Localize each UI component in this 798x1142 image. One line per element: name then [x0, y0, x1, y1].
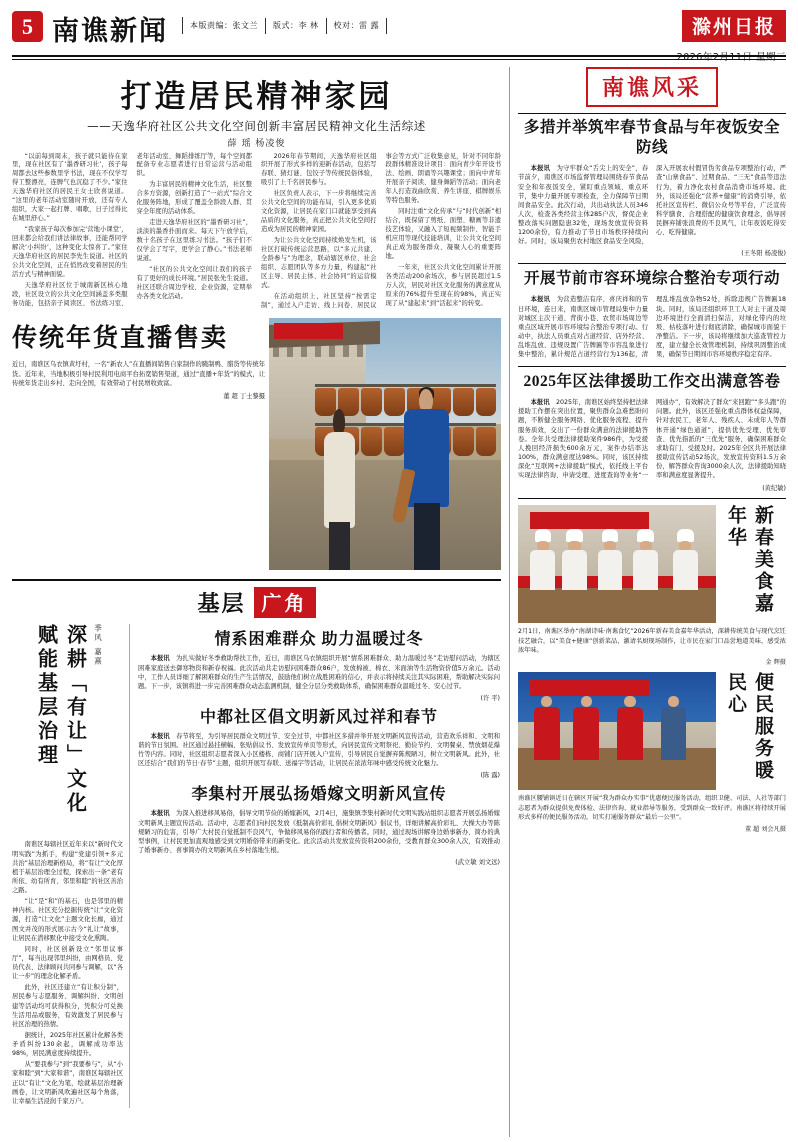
hanging-duck — [476, 427, 497, 455]
photo-story-credit: 董 超 丁士黎摄 — [223, 392, 265, 400]
jiceng-vertical-title-wrap — [12, 624, 123, 834]
hanging-duck — [476, 388, 497, 416]
masthead-rule-thin — [12, 59, 786, 60]
lead-subtitle: ——天逸华府社区公共文化空间创新丰富居民精神文化生活综述 — [87, 118, 426, 133]
right-article-1-sign: (王冬阳 杨凌俊) — [741, 250, 786, 258]
hanging-duck — [361, 427, 382, 455]
lead-para: 天逸华府社区位于城南新区核心地段，社区设立的公共文化空间涵盖多类服务功能，包括亲子阅读区、书法练习室、老年活动室、舞蹈排练厅等，每个空间都配备专业志愿者进行日常运营与活动组织。 — [12, 152, 252, 307]
right-article-2 — [518, 269, 786, 360]
photo-story-text — [12, 318, 269, 570]
hanging-duck — [453, 388, 474, 416]
lead-para: 走进天逸华府社区的“墨香研习社”，淡淡的墨香扑面而来。每天下午放学后，数十名孩子在这里练习书法。“孩子们不仅学会了写字，更学会了静心。”书法老师说道。 — [136, 219, 252, 262]
jiceng-article-1-title-text: 情系困难群众 助力温暖过冬 — [214, 631, 424, 649]
jiceng-left-para: 据统计，2025年社区累计化解各类矛盾纠纷130余起，调解成功率达98%，居民满意度持续提升。 — [12, 1031, 123, 1058]
jiceng-article-2-text: 春节将至，为引导居民群众文明过节、安全过节，中都社区多措并举开展文明新风宣传活动，营造欢乐祥和、文明和谐的节日氛围。社区通过悬挂横幅、张贴倡议书、发放宣传单页等形式，向居民宣传文明祭祀、勤俭节约、文明餐桌、禁放烟花爆竹等内容。同时，社区组织志愿者深入小区楼栋、商铺门店开展入户宣传，引导居民自觉摒弃陈规陋习，树立文明新风。此外，社区还结合“我们的节日·春节”主题，组织开展写春联、送福字等活动，让居民在浓浓年味中感受传统文化魅力。 — [138, 732, 501, 768]
chef-coat — [598, 550, 623, 590]
chef-coat — [673, 550, 698, 590]
dateline: 本报讯 — [530, 399, 550, 407]
volunteer-figure — [573, 696, 599, 760]
rack-bar — [315, 384, 496, 387]
right-article-1-text: 为守牢群众“舌尖上的安全”，春节前夕，南谯区市场监督管理局围绕春节食品安全和年夜饭安全，紧盯重点领域、重点环节，集中力量开展专项检查，全力保障节日期间食品安全。此次行动，共出动执法人员346人次，检查各类经营主体285户次，督促企业整改落实问题隐患32处，现场发放宣传资料1200余份，有力推动了节日市场秩序持续向好。同时，该局聚焦农村地区食品安全风险，深入开展农村假冒伪劣食品专项整治行动，严查“山寨食品”、过期食品、“三无”食品等违法行为，着力净化农村食品消费市场环境。此外，该局还强化“营养+健康”的消费引导，依托社区宣传栏、微信公众号等平台，广泛宣传科学膳食、合理搭配的健康饮食理念，倡导居民摒弃铺张浪费的不良风气，让年夜饭吃得安心、吃得健康。 — [518, 165, 786, 246]
divider — [518, 263, 786, 264]
lead-para: 2026年春节期间，天逸华府社区组织开展了形式多样的迎新春活动，包括写春联、猜灯谜、包饺子等传统民俗体验，吸引了上千名居民参与。 — [261, 152, 377, 187]
dateline: 本报讯 — [530, 296, 551, 304]
person-legs — [414, 503, 440, 570]
right-photo-2-credit: 董 超 刘会凡摄 — [744, 826, 786, 834]
right-banner — [518, 67, 786, 107]
photo-food-festival — [518, 505, 716, 623]
masthead-rule — [12, 55, 786, 57]
lead-para: “我家孩子每次参加完‘营地小课堂’，回来都会给我们讲法律故事，还能帮同学解决‘小纠纷’，这种变化太惊喜了。”家住天逸华府社区的居民李先生说道。社区的公共文化空间，正在悄然改变着居民的生活方式与精神面貌。 — [12, 226, 128, 278]
lead-title: 打造居民精神家园 — [120, 78, 393, 114]
volunteer-head — [624, 696, 635, 707]
jiceng-article-1-text: 为扎实做好冬季救助帮扶工作，近日，南谯区乌衣镇组织开展“情系困难群众、助力温暖过冬”走访慰问活动，为辖区困难家庭送去御寒物资和新春祝福。此次活动共走访慰问困难群众86户，发放棉被、棉衣、米面油等生活物资价值5万余元。活动中，工作人员详细了解困难群众的生产生活情况，鼓励他们树立战胜困难的信心，并表示将持续关注其实际困难，帮助解决实际问题。下一步，该镇将进一步完善困难群众动态监测机制，健全分层分类救助体系，确保困难群众温暖过冬、安心过节。 — [138, 655, 501, 690]
volunteer-head — [581, 696, 592, 707]
jiceng-left-para: 从“要我参与”到“我要参与”，从“小家和睦”到“大家和谐”，南谯区每辖社区正以“有让”文化为笔，绘就基层治理新画卷，让文明新风吹遍社区每个角落，让幸福生活浸润千家万户。 — [12, 1061, 123, 1105]
lead-article — [12, 71, 501, 311]
jiceng-article-3-text: 为深入推进移风易俗，倡导文明节俭的婚嫁新风，2月4日，施集镇李集村新时代文明实践站组织志愿者开展弘扬婚嫁文明新风主题宣传活动。活动中，志愿者们向村民发放《抵制高价彩礼 倡树文明新风》倡议书，详细讲解高价彩礼、大操大办等陈规陋习的危害，引导广大村民自觉抵制不良风气，争做移风易俗的践行者和传播者。同时，通过现场讲解身边婚事新办、简办的典型事例，让村民更加直观地感受到文明婚俗带来的新变化。此次活动共发放宣传资料200余份，受教育群众300余人次，有效推动了婚事新办、喜事简办的文明新风在乡村落地生根。 — [138, 810, 501, 854]
resident-figure — [661, 696, 687, 760]
chef-coat — [530, 550, 555, 590]
credits-bar — [182, 17, 387, 34]
photo-scene — [518, 505, 716, 623]
volunteer-figure — [617, 696, 643, 760]
chef-figure — [562, 529, 588, 590]
divider — [518, 498, 786, 499]
right-article-2-text: 为营造整洁有序、喜庆祥和的节日环境，连日来，南谯区城市管理局集中力量对城区主次干道、背街小巷、农贸市场周边等重点区域开展市容环境综合整治专项行动。行动中，执法人员重点对占道经营、店外经营、乱堆乱放、违规设置广告牌匾等市容乱象进行集中整治，累计规范占道经营行为136起，清理乱堆乱放杂物52处，拆除违规广告牌匾18块。同时，该局还组织环卫工人对主干道及周边环境进行全面清扫保洁，对绿化带内的垃圾、枯枝落叶进行彻底清除，确保城市面貌干净整洁。下一步，该局将继续加大巡查管控力度，建立健全长效管理机制，持续巩固整治成果，确保节日期间市容环境秩序稳定有序。 — [518, 296, 786, 359]
paper-name: 滁州日报 — [682, 10, 786, 42]
jiceng-sign-1: (许 平) — [480, 694, 500, 702]
lead-para: “社区的公共文化空间让我们的孩子有了更好的成长环境。”居民张先生说道。社区还联合周边学校、企业资源，定期举办各类文化活动。 — [136, 265, 252, 300]
hanging-duck — [384, 388, 405, 416]
body-grid — [12, 67, 786, 1137]
right-photo-1-title: 新春美食嘉年华 — [725, 505, 773, 616]
jiceng-vertical-title: 深耕「有让」文化 赋能基层治理 — [34, 624, 86, 817]
jiceng-article-1-title — [138, 626, 500, 649]
hanging-duck — [384, 427, 405, 455]
photo-story-title: 传统年货直播售卖 — [12, 325, 229, 353]
right-photo-1-row — [518, 505, 786, 623]
jiceng-article-1-para — [138, 654, 500, 691]
jiceng-sign-3: (武立敏 刘文远) — [455, 859, 500, 867]
right-photo-2-title: 便民服务暖民心 — [725, 672, 773, 783]
jiceng-right-articles — [130, 624, 500, 1108]
chef-coat — [633, 550, 658, 590]
right-rule — [518, 113, 786, 114]
lead-para: 社区负责人表示，下一步将继续完善公共文化空间的功能布局，引入更多优质文化资源，让居民在家门口就能享受到高品质的文化服务，真正把公共文化空间打造成为居民的精神家园。 — [261, 190, 377, 233]
right-article-3 — [518, 372, 786, 492]
resident-coat — [661, 707, 687, 760]
jiceng-header — [12, 587, 501, 618]
photo-person-buyer — [404, 389, 450, 570]
chef-figure — [530, 529, 556, 590]
lead-para: 为丰富居民的精神文化生活，社区整合多方资源，创新打造了“一站式”综合文化服务阵地，形成了覆盖全龄段人群、贯穿全年度的活动体系。 — [136, 181, 252, 216]
jiceng-article-1-body — [138, 654, 500, 691]
left-column — [12, 67, 509, 1137]
chef-figure — [672, 529, 698, 590]
volunteer-vest — [617, 707, 643, 760]
hanging-duck — [453, 427, 474, 455]
lead-para: 一年来，社区公共文化空间累计开展各类活动200余场次，参与居民超过1.5万人次，居民对社区文化服务的满意度从原来的76%提升至现在的98%，真正实现了从“建起来”到“活起来”的转变。 — [385, 263, 501, 307]
jiceng-header-left: 基层 — [197, 591, 246, 617]
dateline-3: 本报讯 — [150, 810, 170, 818]
right-article-1-para — [518, 164, 786, 246]
jiceng-article-2-title: 中都社区倡文明新风过祥和春节 — [199, 708, 438, 726]
lead-para: 为让公共文化空间持续焕发生机，该社区打破传统运营思路，以“多元共建、全龄参与”为理念，联动辖区单位、社会组织、志愿团队等多方力量，构建起“社区主导、居民主体、社会协同”的运营模式。 — [261, 236, 377, 289]
dateline: 本报讯 — [530, 165, 551, 173]
volunteer-figure — [534, 696, 560, 760]
jiceng-article-3-body — [138, 809, 500, 855]
right-article-3-body — [518, 398, 786, 481]
jiceng-left-body — [12, 840, 123, 1106]
jiceng-article-3-title: 李集村开展弘扬婚嫁文明新风宣传 — [191, 786, 447, 804]
right-photo-2-row — [518, 672, 786, 790]
chef-figure — [633, 529, 659, 590]
jiceng-body — [12, 624, 501, 1108]
photo-story-block — [12, 318, 501, 570]
photo-scene — [518, 672, 716, 790]
section-title: 南谯新闻 — [52, 16, 168, 46]
person-legs — [329, 522, 350, 570]
lead-para: 同时注重“文化传承”与“时代创新”相结合，既保留了剪纸、面塑、糖画等非遗技艺体验，又融入了短视频制作、智能手机应用等现代技能培训，让公共文化空间真正成为服务群众、凝聚人心的重要阵地。 — [385, 208, 501, 260]
jiceng-section — [12, 579, 501, 1108]
jiceng-left-feature — [12, 624, 130, 1108]
volunteer-head — [541, 696, 552, 707]
photo-volunteer-service — [518, 672, 716, 790]
jiceng-header-badge: 广角 — [254, 587, 316, 618]
credit-layout: 版式：李 林 — [266, 18, 327, 34]
right-article-1-body — [518, 164, 786, 246]
right-article-1 — [518, 118, 786, 258]
masthead — [12, 10, 786, 63]
jiceng-left-para: 同时，社区创新设立“邻里议事厅”，每当出现邻里纠纷，由网格员、党员代表、法律顾问共同参与调解，以“各让一步”的理念化解矛盾。 — [12, 945, 123, 981]
right-photo-1-caption: 2月1日，南谯区举办“南湖诗味·南谯食忆”2026年新春美食嘉年华活动，深耕传统美食与现代烹饪技艺融合，以“美食+健康”创新菜品，激请名厨现场制作，让市民在家门口品尝地道美味，感受浓浓年味。 — [518, 628, 786, 654]
right-photo-1-credit: 金 辉摄 — [765, 659, 786, 667]
photo-banner — [530, 512, 649, 529]
right-photo-2-caption: 南谯区腰铺镇近日在辖区开展“我为群众办实事”优惠便民服务活动，组织卫健、司法、人社等部门志愿者为群众提供免费体检、法律咨询、就业指导等服务，受到群众一致好评。南谯区将持续开展形式多样的便民服务活动，切实打通服务群众“最后一公里”。 — [518, 795, 786, 821]
jiceng-left-para: 此外，社区还建立“有让积分制”，居民参与志愿服务、调解纠纷、文明创建等活动均可获得积分，凭积分可兑换生活用品或服务，有效激发了居民参与社区治理的热情。 — [12, 984, 123, 1028]
masthead-right — [677, 10, 786, 63]
photo-story-caption: 近日，南谯区乌衣镇黄圩村，一名“新农人”在直播间销售自家制作的腌制鸭、腊货等传统年货。近年来，当地积极引导村民利用电商平台拓宽销售渠道，通过“直播+年货”的模式，让传统年货走出乡村、走向全国，有效带动了村民增收致富。 — [12, 361, 265, 388]
right-article-1-title: 多措并举筑牢春节食品与年夜饭安全防线 — [523, 118, 780, 157]
person-body — [404, 409, 449, 507]
right-article-3-sign: (黄纪敏) — [762, 485, 786, 493]
person-body — [324, 432, 355, 529]
right-banner-text: 南谯风采 — [601, 74, 702, 100]
photo-duck-market — [269, 318, 501, 570]
jiceng-left-para: “让”是“和”的基石，也是邻里的精神内核。社区充分挖掘传统“让”文化资源，打造“让文化”主题文化长廊，通过图文并茂的形式展示古今“礼让”故事，让居民在潜移默化中接受文化熏陶。 — [12, 898, 123, 942]
jiceng-vertical-author: 季风 嘉熹 — [93, 624, 103, 667]
right-article-3-text: 2025年，南谯区始终坚持把法律援助工作摆在突出位置，聚焦群众急难愁盼问题，不断健全服务网络、优化服务流程、提升服务质效，交出了一份群众满意的法律援助答卷。全年共受理法律援助案件986件，为受援人挽回经济损失600余万元，案件办结率达100%，群众满意度达98%。同时，该区持续深化“互联网+法律援助”模式，依托线上平台实现法律咨询、申请受理、进度查询等业务“一网通办”，有效解决了群众“来回跑”“多头跑”的问题。此外，该区还强化重点群体权益保障，针对农民工、老年人、残疾人、未成年人等群体开通“绿色通道”，提供优先受理、优先审查、优先指派的“三优先”服务，确保困难群众求助有门、受援及时。2025年全区共开展法律援助宣传活动52场次，发放宣传资料1.5万余份，解答群众咨询3000余人次，法律援助知晓率和满意度显著提升。 — [518, 399, 786, 480]
right-article-2-para — [518, 295, 786, 360]
credit-proofreader: 校对：雷 露 — [327, 18, 388, 34]
photo-ground — [269, 460, 501, 571]
jiceng-left-para: 南谯区每辖社区近年来以“新时代文明实践”为抓手，构建“党建引领+多元共治”基层治理新格局，将“有让”文化厚植于基层治理全过程，探索出一条“老有所依、幼有所育、邻里和睦”的社区善治之路。 — [12, 841, 123, 895]
right-article-3-para — [518, 398, 786, 481]
chef-coat — [562, 550, 587, 590]
dateline-2: 本报讯 — [150, 732, 170, 740]
page-number: 5 — [12, 11, 43, 42]
photo-story-image-wrap — [269, 318, 501, 570]
right-article-2-title: 开展节前市容环境综合整治专项行动 — [523, 270, 780, 288]
divider — [518, 366, 786, 367]
lead-para: 在活动组织上，社区坚持“按需定制”，通过入户走访、线上问卷、居民议事会等方式广泛收集意见，针对不同年龄段群体精准设计项目：面向青少年开设书法、绘画、朗诵等兴趣课堂；面向中青年开展亲子阅读、健身舞蹈等活动；面向老年人打造戏曲欣赏、养生讲座、棋牌娱乐等特色服务。 — [261, 152, 501, 309]
credit-editor: 本版责编：张文兰 — [183, 18, 266, 34]
lead-body — [12, 153, 501, 311]
right-column — [509, 67, 786, 1137]
dateline-1: 本报讯 — [150, 655, 170, 663]
photo-banner — [530, 679, 649, 696]
paper-date: 2026年2月11日 星期三 — [676, 52, 786, 63]
jiceng-sign-2: (陈 露) — [480, 772, 500, 780]
jiceng-article-2-body — [138, 732, 500, 769]
right-article-2-body — [518, 295, 786, 360]
resident-head — [668, 696, 679, 707]
right-banner-box — [586, 67, 718, 107]
lead-byline: 薛 瑶 杨凌俊 — [227, 138, 286, 149]
jiceng-article-3-para — [138, 809, 500, 855]
photo-red-banner — [274, 323, 344, 338]
lead-para: “以前每到周末，孩子就只能待在家里，现在社区有了‘墨香研习社’，孩子每周都去这些参数里学书法，现在不仅学写得工整漂亮，连脾气也沉稳了不少。”家住天逸华府社区的居民王女士欣喜说道。“这里的老年活动室随时开放，还有专人组织，大家一起打牌、唱歌，日子过得比在城里舒心。” — [12, 152, 128, 223]
volunteer-vest — [573, 707, 599, 760]
photo-person-seller — [322, 409, 357, 570]
right-article-3-title: 2025年区法律援助工作交出满意答卷 — [523, 373, 781, 391]
volunteer-vest — [534, 707, 560, 760]
chef-figure — [597, 529, 623, 590]
jiceng-article-2-para — [138, 732, 500, 769]
hanging-duck — [361, 388, 382, 416]
